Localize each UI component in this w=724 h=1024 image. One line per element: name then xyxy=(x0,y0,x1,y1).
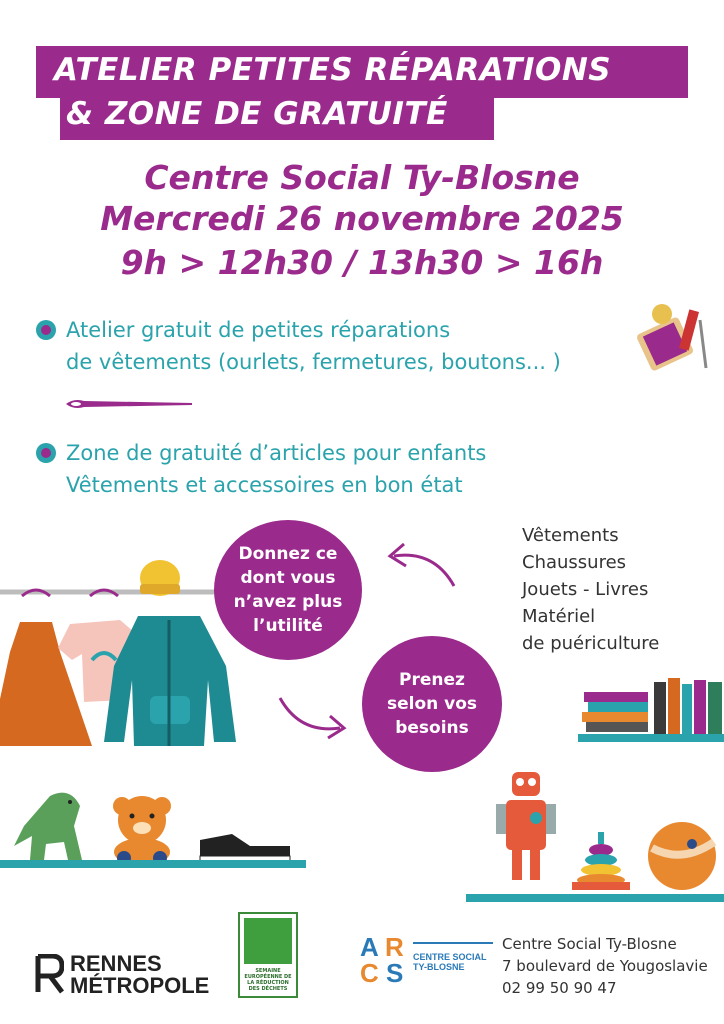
take-line-1: Prenez xyxy=(399,670,465,690)
button-bullet-icon xyxy=(36,320,56,340)
bullet-free-zone xyxy=(66,437,486,501)
arcs-letter: S xyxy=(386,958,404,988)
serd-emblem-icon xyxy=(244,918,292,964)
take-line-3: besoins xyxy=(395,718,469,738)
button-bullet-icon xyxy=(36,443,56,463)
take-circle xyxy=(362,636,502,772)
title-line-2: & ZONE DE GRATUITÉ xyxy=(66,96,448,132)
category-item: Jouets - Livres xyxy=(522,579,649,600)
arcs-sub-line1: CENTRE SOCIAL xyxy=(413,952,487,962)
take-line-2: selon vos xyxy=(386,694,478,714)
category-item: Vêtements xyxy=(522,525,619,546)
shelf-left-bottom xyxy=(0,860,306,868)
category-item: Chaussures xyxy=(522,552,627,573)
arcs-logo xyxy=(360,934,404,986)
contact-block xyxy=(502,933,708,999)
shelf-right-bottom xyxy=(466,894,724,902)
toys-right-illustration xyxy=(492,764,722,900)
bullet-repair-line2: de vêtements (ourlets, fermetures, boutons... ) xyxy=(66,350,561,374)
arcs-divider xyxy=(413,942,493,944)
bullet-free-line1: Zone de gratuité d’articles pour enfants xyxy=(66,441,487,465)
category-item: Matériel xyxy=(522,606,596,627)
give-line-1: Donnez ce xyxy=(238,544,338,564)
arcs-letter: A xyxy=(360,932,378,962)
arcs-letter: C xyxy=(360,958,379,988)
rennes-line-2: MÉTROPOLE xyxy=(70,973,210,998)
give-line-4: l’utilité xyxy=(253,616,323,636)
category-item: de puériculture xyxy=(522,633,660,654)
bullet-repair-line1: Atelier gratuit de petites réparations xyxy=(66,318,451,342)
event-date: Mercredi 26 novembre 2025 xyxy=(100,199,624,238)
rennes-line-1: RENNES xyxy=(70,951,162,976)
bullet-repair xyxy=(66,314,561,378)
categories-list xyxy=(522,522,659,657)
give-line-3: n’avez plus xyxy=(233,592,343,612)
bullet-free-line2: Vêtements et accessoires en bon état xyxy=(66,473,463,497)
arcs-subtitle xyxy=(413,952,487,972)
arrow-left-icon xyxy=(384,536,460,590)
contact-name: Centre Social Ty-Blosne xyxy=(502,935,677,953)
event-hours: 9h > 12h30 / 13h30 > 16h xyxy=(120,243,604,282)
arrow-right-icon xyxy=(276,694,352,744)
sewing-spool-icon xyxy=(632,290,712,380)
shelf-right-top xyxy=(578,734,724,742)
serd-logo xyxy=(238,912,298,998)
contact-address: 7 boulevard de Yougoslavie xyxy=(502,957,708,975)
rennes-metropole-logo-icon xyxy=(34,954,64,994)
arcs-letter: R xyxy=(385,932,404,962)
toys-left-illustration xyxy=(10,786,300,870)
arcs-sub-line2: TY-BLOSNE xyxy=(413,962,465,972)
event-place: Centre Social Ty-Blosne xyxy=(144,158,580,197)
clothes-rack-illustration xyxy=(0,556,240,760)
rennes-metropole-logo xyxy=(70,953,209,997)
serd-text: SEMAINE EUROPÉENNE DE LA RÉDUCTION DES DÉCHETS xyxy=(244,968,292,992)
give-line-2: dont vous xyxy=(240,568,336,588)
contact-phone: 02 99 50 90 47 xyxy=(502,979,617,997)
give-circle xyxy=(214,520,362,660)
needle-divider-icon xyxy=(64,396,196,412)
title-line-1: ATELIER PETITES RÉPARATIONS xyxy=(54,52,612,88)
